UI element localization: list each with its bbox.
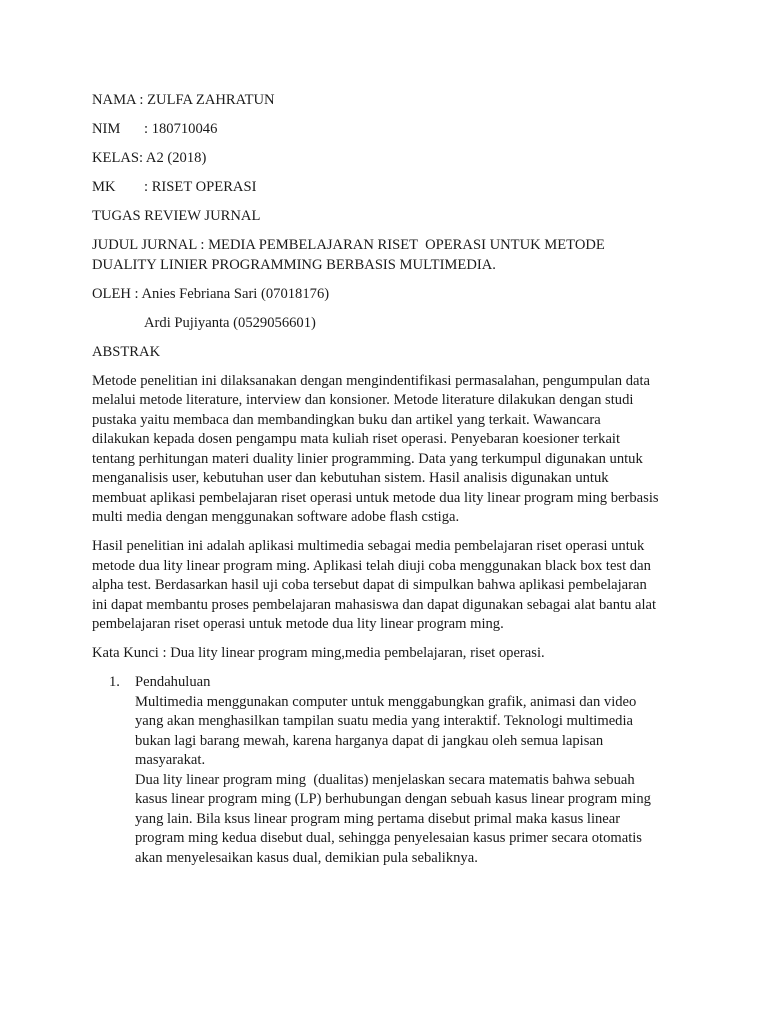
paragraph-line: alpha test. Berdasarkan hasil uji coba tersebut dapat di simpulkan bahwa aplikasi pembelajaran: [92, 577, 647, 593]
section-introduction: [92, 673, 682, 868]
paragraph-line: dilakukan kepada dosen pengampu mata kuliah riset operasi. Penyebaran koesioner terkait: [92, 431, 621, 447]
section-line: kasus linear program ming (LP) berhubungan dengan sebuah kasus linear program ming: [135, 791, 651, 807]
paragraph-line: metode dua lity linear program ming. Aplikasi telah diuji coba menggunakan black box test dan: [92, 557, 651, 574]
section-line: yang akan menghasilkan tampilan suatu media yang interaktif. Teknologi multimedia: [135, 713, 634, 729]
section-list: [92, 673, 682, 868]
assignment-title: TUGAS REVIEW JURNAL: [92, 208, 261, 224]
paragraph-line: Hasil penelitian ini adalah aplikasi multimedia sebagai media pembelajaran riset operasi untuk: [92, 538, 645, 554]
journal-title: [92, 236, 682, 275]
paragraph-line: ini dapat membantu proses pembelajaran mahasiswa dan dapat digunakan sebagai alat bantu alat: [92, 596, 657, 613]
course: [92, 178, 682, 198]
course-value: : RISET OPERASI: [144, 179, 257, 195]
paragraph-line: melalui metode literature, interview dan konsioner. Metode literature dilakukan dengan studi: [92, 392, 634, 408]
section-line: Multimedia menggunakan computer untuk menggabungkan grafik, animasi dan video: [135, 693, 637, 710]
journal-title-line: JUDUL JURNAL : MEDIA PEMBELAJARAN RISET OPERASI UNTUK METODE: [92, 237, 605, 253]
paragraph-line: multi media dengan menggunakan software adobe flash cstiga.: [92, 509, 460, 525]
abstract-paragraph-2: [92, 537, 682, 635]
keywords: Kata Kunci : Dua lity linear program ming,media pembelajaran, riset operasi.: [92, 645, 545, 661]
section-line: program ming kedua disebut dual, sehingga penyelesaian kasus primer secara otomatis: [135, 830, 642, 846]
author-primary: OLEH : Anies Febriana Sari (07018176): [92, 285, 330, 302]
nim-value: : 180710046: [144, 121, 218, 137]
section-line: Dua lity linear program ming (dualitas) menjelaskan secara matematis bahwa sebuah: [135, 771, 635, 788]
course-label: MK: [92, 179, 116, 195]
author-secondary: Ardi Pujiyanta (0529056601): [144, 314, 316, 331]
section-line: bukan lagi barang mewah, karena harganya dapat di jangkau oleh semua lapisan: [135, 732, 604, 749]
section-number: 1.: [109, 674, 120, 690]
section-title: Pendahuluan: [135, 674, 211, 690]
student-nim: [92, 120, 682, 140]
paragraph-line: menganalisis user, kebutuhan user dan kebutuhan sistem. Hasil analisis digunakan untuk: [92, 470, 609, 486]
paragraph-line: Metode penelitian ini dilaksanakan dengan mengindentifikasi permasalahan, pengumpulan data: [92, 372, 651, 389]
paragraph-line: pembelajaran riset operasi untuk metode dua lity linear program ming.: [92, 616, 504, 632]
paragraph-line: pustaka yaitu membaca dan membandingkan buku dan artikel yang terkait. Wawancara: [92, 411, 601, 428]
section-line: yang lain. Bila ksus linear program ming pertama disebut primal maka kasus linear: [135, 810, 621, 827]
nim-label: NIM: [92, 121, 121, 137]
paragraph-line: membuat aplikasi pembelajaran riset operasi untuk metode dua lity linear program ming berbasis: [92, 489, 659, 506]
section-line: masyarakat.: [135, 752, 206, 768]
abstract-paragraph-1: [92, 372, 682, 528]
student-class: KELAS: A2 (2018): [92, 150, 207, 166]
journal-title-line: DUALITY LINIER PROGRAMMING BERBASIS MULTIMEDIA.: [92, 256, 496, 273]
student-name: NAMA : ZULFA ZAHRATUN: [92, 92, 275, 108]
section-line: akan menyelesaikan kasus dual, demikian pula sebaliknya.: [135, 849, 478, 866]
document-page: [92, 91, 682, 868]
abstract-heading: ABSTRAK: [92, 343, 161, 360]
paragraph-line: tentang perhitungan materi duality linier programming. Data yang terkumpul digunakan untuk: [92, 450, 643, 467]
